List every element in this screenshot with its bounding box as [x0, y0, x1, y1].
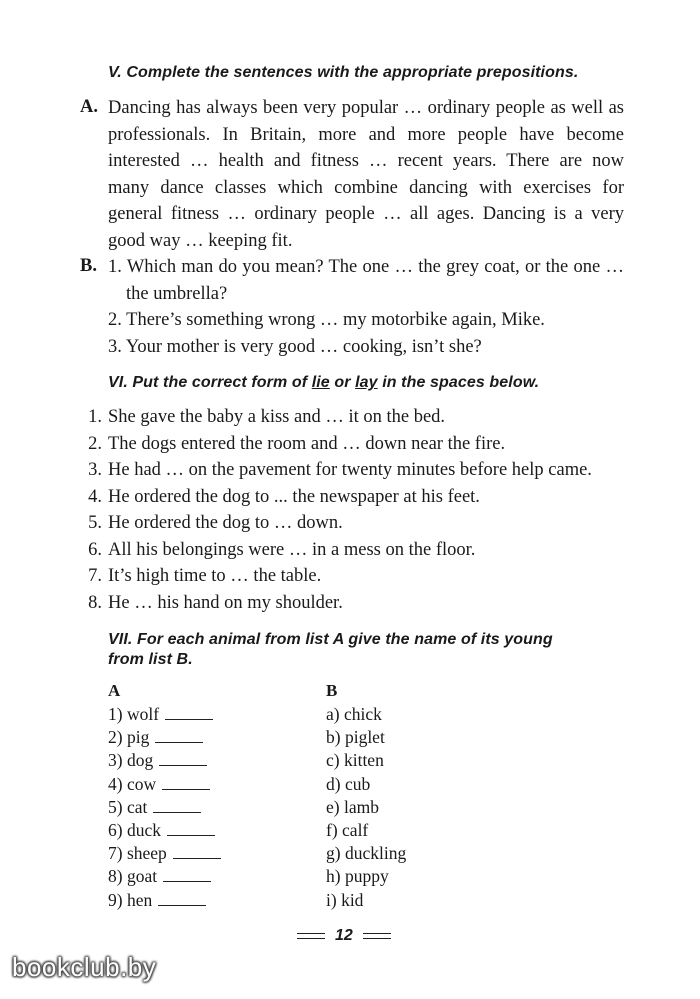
- list-b-item: b) piglet: [326, 727, 385, 748]
- list-a-item: [108, 889, 221, 912]
- list-item: [108, 307, 624, 334]
- page-footer: [297, 927, 391, 945]
- animal-name: 5) cat: [108, 796, 148, 817]
- heading-text: in the spaces below.: [377, 374, 540, 391]
- animal-name: 6) duck: [108, 820, 161, 841]
- item-text: Your mother is very good … cooking, isn’t she?: [125, 336, 482, 357]
- item-text: It’s high time to … the table.: [108, 566, 322, 586]
- item-number: 4.: [88, 486, 102, 507]
- answer-blank: [167, 823, 215, 836]
- answer-blank: [158, 893, 206, 906]
- list-item: [80, 563, 592, 590]
- item-text: He … his hand on my shoulder.: [108, 592, 343, 613]
- divider-left: [297, 933, 325, 939]
- list-item: [108, 254, 624, 281]
- list-b-header: B: [326, 681, 338, 700]
- item-number: 6.: [88, 539, 102, 560]
- list-b: [326, 703, 406, 912]
- part-a-label: A.: [80, 97, 98, 117]
- list-b-item: g) duckling: [326, 843, 407, 864]
- part-a-paragraph: [108, 95, 624, 254]
- part-b-list: [108, 254, 624, 360]
- list-a-header: A: [108, 681, 121, 700]
- list-b-item: h) puppy: [326, 866, 389, 887]
- item-number: 1.: [108, 257, 122, 277]
- answer-blank: [165, 707, 213, 720]
- list-item: [80, 404, 592, 431]
- item-number: 7.: [88, 566, 102, 586]
- list-item: [80, 537, 592, 564]
- answer-blank: [159, 753, 207, 766]
- answer-blank: [162, 777, 210, 790]
- list-item: [80, 510, 592, 537]
- list-item: [80, 457, 592, 484]
- list-item: [80, 431, 592, 458]
- item-number: 3.: [108, 336, 122, 357]
- animal-name: 3) dog: [108, 750, 154, 771]
- animal-name: 1) wolf: [108, 704, 160, 724]
- list-a: [108, 703, 221, 912]
- item-text: He ordered the dog to ... the newspaper at his feet.: [108, 486, 480, 507]
- heading-text: or: [329, 374, 356, 391]
- section-6-list: [80, 404, 592, 616]
- answer-blank: [155, 730, 203, 743]
- heading-line: from list B.: [108, 651, 193, 668]
- paragraph-line: interested … health and fitness … recent years. There are now: [108, 151, 624, 171]
- list-a-item: [108, 773, 221, 796]
- list-b-item: e) lamb: [326, 796, 379, 817]
- item-number: 3.: [88, 460, 102, 480]
- section-7-heading: [108, 630, 553, 670]
- answer-blank: [163, 869, 211, 882]
- item-text: He ordered the dog to … down.: [108, 513, 343, 533]
- paragraph-line: general fitness … ordinary people … all ages. Dancing is a very: [108, 204, 624, 224]
- list-a-item: [108, 749, 221, 772]
- section-5-heading: V. Complete the sentences with the appropriate prepositions.: [108, 64, 579, 81]
- list-a-item: [108, 703, 221, 726]
- list-b-item: f) calf: [326, 820, 369, 841]
- animal-name: 2) pig: [108, 727, 150, 748]
- list-item: [80, 590, 592, 617]
- section-6-heading: [108, 374, 539, 392]
- animal-name: 8) goat: [108, 866, 158, 887]
- heading-word-lay: lay: [355, 374, 378, 391]
- paragraph-line: many dance classes which combine dancing with exercises for: [108, 177, 624, 198]
- list-item: [108, 334, 624, 361]
- animal-name: 4) cow: [108, 773, 157, 794]
- paragraph-line: Dancing has always been very popular … ordinary people as well as: [108, 98, 624, 118]
- paragraph-line: professionals. In Britain, more and more people have become: [108, 124, 624, 145]
- item-text: He had … on the pavement for twenty minutes before help came.: [108, 460, 592, 480]
- list-b-item: a) chick: [326, 704, 382, 724]
- animal-name: 7) sheep: [108, 843, 167, 864]
- list-a-item: [108, 842, 221, 865]
- item-number: 8.: [88, 592, 102, 613]
- list-a-item: [108, 865, 221, 888]
- animal-name: 9) hen: [108, 889, 153, 910]
- answer-blank: [153, 800, 201, 813]
- heading-word-lie: lie: [311, 374, 330, 391]
- item-text: She gave the baby a kiss and … it on the bed.: [108, 407, 446, 427]
- part-b-label: B.: [80, 256, 97, 276]
- list-item: [80, 484, 592, 511]
- paragraph-line: good way … keeping fit.: [108, 230, 293, 251]
- answer-blank: [173, 846, 221, 859]
- list-b-item: d) cub: [326, 773, 371, 794]
- item-number: 1.: [88, 407, 102, 427]
- heading-line: VII. For each animal from list A give the name of its young: [108, 631, 553, 648]
- item-number: 2.: [108, 310, 122, 330]
- list-a-item: [108, 726, 221, 749]
- page-number: 12: [335, 927, 353, 944]
- item-text: There’s something wrong … my motorbike again, Mike.: [126, 310, 545, 330]
- item-text: All his belongings were … in a mess on the floor.: [108, 539, 476, 560]
- list-a-item: [108, 819, 221, 842]
- watermark: bookclub.by: [12, 952, 157, 982]
- item-number: 2.: [88, 433, 102, 454]
- list-b-item: c) kitten: [326, 750, 384, 771]
- divider-right: [363, 933, 391, 939]
- list-item-continuation: the umbrella?: [126, 283, 228, 304]
- item-text: Which man do you mean? The one … the grey coat, or the one …: [126, 257, 624, 277]
- list-b-item: i) kid: [326, 889, 364, 910]
- item-number: 5.: [88, 513, 102, 533]
- heading-text: VI. Put the correct form of: [108, 374, 312, 391]
- list-a-item: [108, 796, 221, 819]
- item-text: The dogs entered the room and … down near the fire.: [108, 433, 506, 454]
